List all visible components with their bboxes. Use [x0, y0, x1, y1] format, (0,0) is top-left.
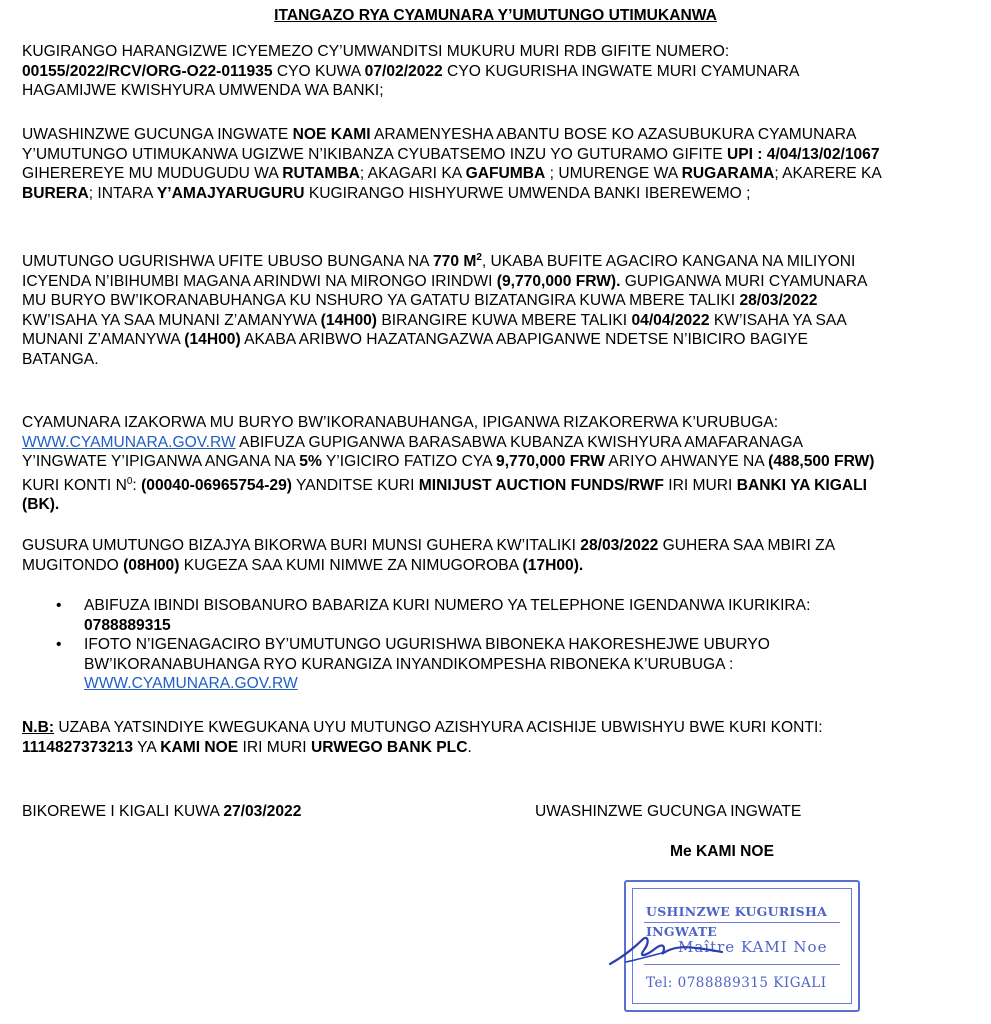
- paragraph-nota-bene: N.B: UZABA YATSINDIYE KWEGUKANA UYU MUTUNGO AZISHYURA ACISHIJE UBWISHYU BWE KURI KONTI: 1114827373213 YA KAMI NOE IRI MURI URWEGO BANK PLC.: [22, 719, 823, 756]
- paragraph-visiting-hours: GUSURA UMUTUNGO BIZAJYA BIKORWA BURI MUNSI GUHERA KW’ITALIKI 28/03/2022 GUHERA SAA MBIRI ZA MUGITONDO (08H00) KUGEZA SAA KUMI NIMWE ZA NIMUGOROBA (17H00).: [22, 537, 835, 574]
- handwritten-signature: [606, 918, 726, 978]
- cyamunara-website-link[interactable]: WWW.CYAMUNARA.GOV.RW: [22, 433, 236, 451]
- bullet-item-phone: • ABIFUZA IBINDI BISOBANURO BABARIZA KURI NUMERO YA TELEPHONE IGENDANWA IKURIKIRA: 0788889315: [56, 597, 811, 634]
- paragraph-bidding-instructions: CYAMUNARA IZAKORWA MU BURYO BW’IKORANABUHANGA, IPIGANWA RIZAKORERWA K’URUBUGA: WWW.CYAMUNARA.GOV.RW ABIFUZA GUPIGANWA BARASABWA KUBANZA KWISHYURA AMAFARANAGA Y’INGWATE Y’IPIGANWA ANGANA NA 5% Y’IGICIRO FATIZO CYA 9,770,000 FRW ARIYO AHWANYE NA (488,500 FRW) KURI KONTI $N^0$: (00040-06965754-29) YANDITSE KURI MINIJUST AUCTION FUNDS/RWF IRI MURI BANKI YA KIGALI (BK).: [22, 414, 875, 514]
- notice-title: ITANGAZO RYA CYAMUNARA Y’UMUTUNGO UTIMUKANWA: [274, 7, 717, 24]
- bullet-icon: •: [56, 597, 62, 614]
- signatory-name: Me KAMI NOE: [670, 843, 774, 860]
- place-and-date: BIKOREWE I KIGALI KUWA 27/03/2022: [22, 803, 302, 820]
- stamp-name: Maître KAMI Noe: [678, 938, 828, 956]
- paragraph-court-order: KUGIRANGO HARANGIZWE ICYEMEZO CY’UMWANDITSI MUKURU MURI RDB GIFITE NUMERO: 00155/2022/RCV/ORG-O22-011935 CYO KUWA 07/02/2022 CYO KUGURISHA INGWATE MURI CYAMUNARA HAGAMIJWE KWISHYURA UMWENDA WA BANKI;: [22, 43, 799, 99]
- bullet-item-photos: • IFOTO N’IGENAGACIRO BY’UMUTUNGO UGURISHWA BIBONEKA HAKORESHEJWE UBURYO BW’IKORANABUHANGA RYO KURANGIZA INYANDIKOMPESHA RIBONEKA K’URUBUGA : WWW.CYAMUNARA.GOV.RW: [56, 636, 770, 692]
- paragraph-property-description: UWASHINZWE GUCUNGA INGWATE NOE KAMI ARAMENYESHA ABANTU BOSE KO AZASUBUKURA CYAMUNARA Y’UMUTUNGO UTIMUKANWA UGIZWE N’IKIBANZA CYUBATSEMO INZU YO GUTURAMO GIFITE UPI : 4/04/13/02/1067 GIHEREREYE MU MUDUGUDU WA RUTAMBA; AKAGARI KA GAFUMBA ; UMURENGE WA RUGARAMA; AKARERE KA BURERA; INTARA Y’AMAJYARUGURU KUGIRANGO HISHYURWE UMWENDA BANKI IBEREWEMO ;: [22, 126, 881, 202]
- info-bullet-list: [22, 596, 852, 694]
- signature-stroke: [610, 938, 722, 964]
- bullet-icon: •: [56, 636, 62, 653]
- signatory-title: UWASHINZWE GUCUNGA INGWATE: [535, 803, 802, 820]
- stamp-title: USHINZWE KUGURISHA INGWATE: [646, 904, 828, 939]
- stamp-contact: Tel: 0788889315 KIGALI: [646, 975, 827, 991]
- cyamunara-website-link[interactable]: WWW.CYAMUNARA.GOV.RW: [84, 675, 298, 692]
- paragraph-property-value-and-dates: UMUTUNGO UGURISHWA UFITE UBUSO BUNGANA NA 770 $M^2$, UKABA BUFITE AGACIRO KANGANA NA MILIYONI ICYENDA N’IBIHUMBI MAGANA ARINDWI NA MIRONGO IRINDWI (9,770,000 FRW). GUPIGANWA MURI CYAMUNARA MU BURYO BW’IKORANABUHANGA KU NSHURO YA GATATU BIZATANGIRA KUWA MBERE TALIKI 28/03/2022 KW’ISAHA YA SAA MUNANI Z’AMANYWA (14H00) BIRANGIRE KUWA MBERE TALIKI 04/04/2022 KW’ISAHA YA SAA MUNANI Z’AMANYWA (14H00) AKABA ARIBWO HAZATANGAZWA ABAPIGANWE NDETSE N’IBICIRO BAGIYE BATANGA.: [22, 252, 867, 368]
